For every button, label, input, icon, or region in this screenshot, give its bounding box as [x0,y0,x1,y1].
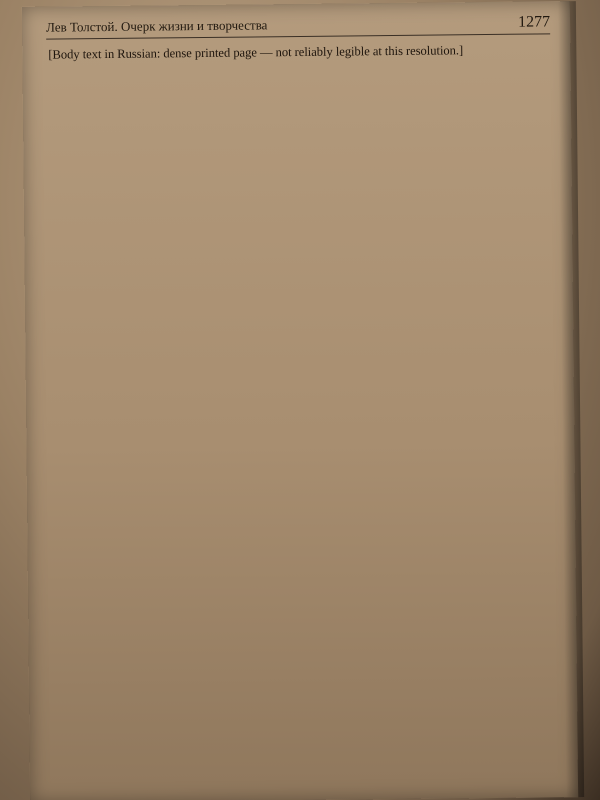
book-page [22,1,578,800]
paragraph: [Body text in Russian: dense printed page — not reliably legible at this resolution.] [48,43,464,62]
running-title: Лев Толстой. Очерк жизни и творчества [45,17,268,35]
page-body [48,41,556,782]
page-edge-shadow [558,1,584,797]
running-header [46,9,550,39]
page-number: 1277 [517,13,551,31]
